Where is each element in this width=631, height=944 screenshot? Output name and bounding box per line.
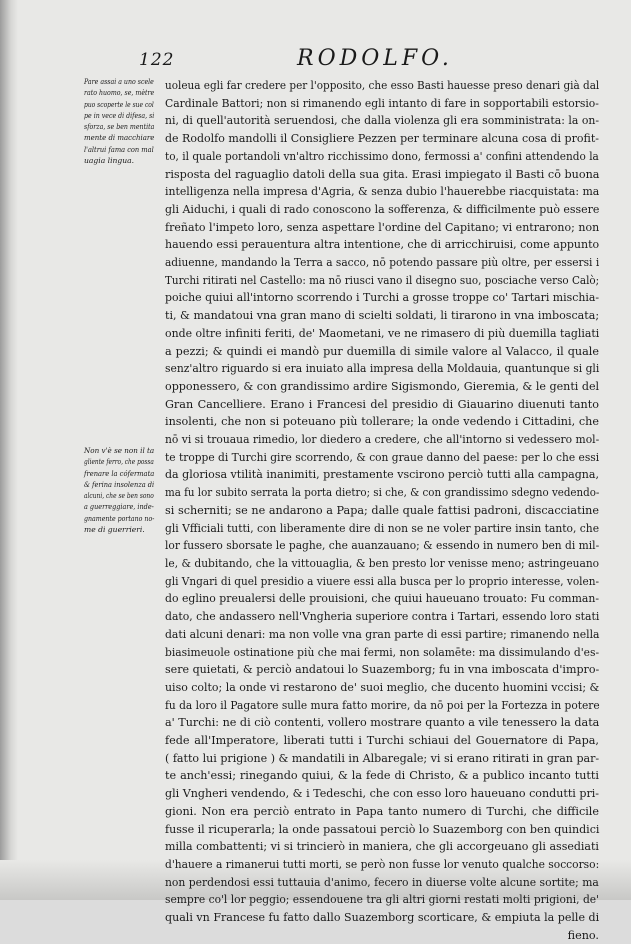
text-line: milla combattenti; vi si trincierò in maniera, che gli accorgeuano gli assediati xyxy=(165,840,599,854)
marginal-line: alcuni, che se ben sono xyxy=(84,491,154,501)
text-line: poiche quiui all'intorno scorrendo i Turchi a grosse troppe co' Tartari mischia- xyxy=(165,291,600,305)
text-line: gioni. Non era perciò entrato in Papa tanto numero di Turchi, che difficile xyxy=(165,804,599,818)
marginal-line: puo scoperte le sue col xyxy=(84,99,154,109)
text-line: Cardinale Battori; non si rimanendo egli intanto di fare in sopportabili estorsio- xyxy=(165,96,599,110)
text-line: gli Vfficiali tutti, con liberamente dire di non se ne voler partire insin tanto, che xyxy=(165,521,600,535)
text-line: senz'altro riguardo si era inuiato alla impresa della Moldauia, quantunque si gli xyxy=(165,362,600,376)
marginal-line: pe in vece di difesa, si xyxy=(84,110,155,120)
text-line: da gloriosa vtilità inanimiti, prestamente vscirono perciò tutti alla campagna, xyxy=(165,468,599,482)
text-line: dati alcuni denari: ma non volle vna gran parte di essi partire; rimanendo nella xyxy=(165,627,600,641)
marginal-line: frenare la cófermata xyxy=(84,468,155,478)
text-line: risposta del raguaglio datoli della sua gita. Erasi impiegato il Basti cō buona xyxy=(165,167,600,181)
text-line: gli Vngari di quel presidio a viuere essi alla busca per lo proprio interesse, volen- xyxy=(165,574,600,588)
text-line: to, il quale portandoli vn'altro ricchissimo dono, fermossi a' confini attendendo la xyxy=(165,149,599,163)
text-line: a' Turchi: ne di ciò contenti, vollero mostrare quanto a vile tenessero la data xyxy=(165,716,600,730)
text-line: sere quietati, & perciò andatoui lo Suazemborg; fu in vna imboscata d'impro- xyxy=(165,663,600,677)
page-number: 122 xyxy=(139,50,175,70)
text-line: ni, di quell'autorità seruendosi, che dalla violenza gli era somministrata: la on- xyxy=(165,114,600,128)
marginal-line: Non v'è se non il ta xyxy=(84,446,155,455)
text-line: non perdendosi essi tuttauia d'animo, fecero in diuerse volte alcune sortite; ma xyxy=(165,875,599,889)
text-line: te troppe di Turchi gire scorrendo, & con graue danno del paese: per lo che essi xyxy=(165,450,600,464)
marginal-line: rato huomo, se, mètre xyxy=(84,88,155,98)
text-line: a pezzi; & quindi ei mandò pur duemilla di simile valore al Valacco, il quale xyxy=(165,344,599,358)
marginal-note xyxy=(84,445,154,535)
text-line: Turchi ritirati nel Castello: ma nō riusci vano il disegno suo, posciache verso Calò; xyxy=(165,273,600,287)
text-line: do eglino preualersi delle prouisioni, che quiui haueuano trouato: Fu comman- xyxy=(165,592,600,606)
marginal-line: gnamente portano no- xyxy=(84,513,155,523)
text-line: biasimeuole ostinatione più che mai fermi, non solamēte: ma dissimulando d'es- xyxy=(165,645,600,659)
text-line: onde oltre infiniti feriti, de' Maometani, ve ne rimasero di più duemilla tagliati xyxy=(165,326,600,340)
marginal-line: l'altrui fama con mal xyxy=(84,144,154,154)
text-line: gli Aiduchi, i quali di rado conoscono la sofferenza, & difficilmente può essere xyxy=(165,202,600,216)
text-line: Gran Cancelliere. Erano i Francesi del presidio di Giauarino diuenuti tanto xyxy=(165,397,599,411)
text-line: quali vn Francese fu fatto dallo Suazemborg scorticare, & empiuta la pelle di xyxy=(165,911,600,925)
marginal-line: a guerreggiare, inde- xyxy=(84,502,154,512)
text-line: ma fu lor subito serrata la porta dietro; si che, & con grandissimo sdegno vedendo- xyxy=(165,486,600,500)
text-line: dato, che andassero nell'Vngheria superiore contra i Tartari, essendo loro stati xyxy=(165,610,600,624)
text-line: le, & dubitando, che la vittouaglia, & ben presto lor venisse meno; astringeuano xyxy=(165,556,600,570)
text-line: fu da loro il Pagatore sulle mura fatto morire, da nō poi per la Fortezza in potere xyxy=(165,698,600,712)
text-line: nō vi si trouaua rimedio, lor diedero a credere, che all'intorno si vedessero mol- xyxy=(165,433,600,447)
running-title: RODOLFO. xyxy=(297,46,453,71)
text-line: opponessero, & con grandissimo ardire Sigismondo, Gieremia, & le genti del xyxy=(165,379,600,393)
text-line: uoleua egli far credere per l'opposito, che esso Basti hauesse preso denari già dal xyxy=(165,79,600,92)
text-line: si scherniti; se ne andarono a Papa; dalle quale fattisi padroni, discacciatine xyxy=(165,503,599,517)
text-line: hauendo essi perauentura altra intentione, che di arricchiruisi, come appunto xyxy=(165,238,600,252)
text-line: fusse il ricuperarla; la onde passatoui perciò lo Suazemborg con ben quindici xyxy=(165,822,600,836)
text-line: freñato l'impeto loro, senza aspettare l'ordine del Capitano; vi entrarono; non xyxy=(165,220,600,234)
binding-shadow xyxy=(0,0,18,900)
text-line: ( fatto lui prigione ) & mandatili in Albaregale; vi si erano ritirati in gran par- xyxy=(165,751,600,765)
text-line: te anch'essi; rinegando quiui, & la fede di Christo, & a publico incanto tutti xyxy=(165,769,599,783)
marginal-line: mente di macchiare xyxy=(84,133,155,143)
text-line: ti, & mandatoui vna gran mano di scielti soldati, li tirarono in vna imboscata; xyxy=(165,309,600,323)
text-line: fede all'Imperatore, liberati tutti i Turchi schiaui del Gouernatore di Papa, xyxy=(165,734,599,748)
text-line: fieno. xyxy=(567,928,599,942)
marginal-line: me di guerrieri. xyxy=(84,525,145,535)
marginal-line: sforza, se ben mentita xyxy=(84,122,155,132)
text-line: gli Vngheri vendendo, & i Tedeschi, che con esso loro haueuano condutti pri- xyxy=(165,787,600,801)
marginal-note xyxy=(84,76,154,166)
text-line: insolenti, che non si poteuano più tollerare; la onde vedendo i Cittadini, che xyxy=(165,415,599,429)
text-line: uiso colto; la onde vi restarono de' suoi meglio, che ducento huomini vccisi; & xyxy=(165,680,600,694)
marginal-line: Pare assai a uno scele xyxy=(84,77,154,86)
text-line: intelligenza nella impresa d'Agria, & senza dubio l'hauerebbe riacquistata: ma xyxy=(165,185,600,199)
marginal-line: & ferina insolenza di xyxy=(84,479,155,489)
text-line: adiuenne, mandando la Terra a sacco, nō potendo passare più oltre, per essersi i xyxy=(165,256,600,270)
text-line: sempre co'l lor peggio; essendouene tra gli altri giorni restati molti prigioni, de' xyxy=(165,893,600,907)
text-line: lor fussero sborsate le paghe, che auanzauano; & essendo in numero ben di mil- xyxy=(165,539,600,553)
marginal-line: gliente ferro, che possa xyxy=(84,457,154,467)
marginal-line: uagia lingua. xyxy=(84,156,135,166)
text-line: d'hauere a rimanerui tutti morti, se però non fusse lor venuto qualche soccorso: xyxy=(165,857,600,871)
text-line: de Rodolfo mandolli il Consigliere Pezzen per terminare alcuna cosa di profit- xyxy=(165,132,599,146)
body-text xyxy=(165,77,599,944)
